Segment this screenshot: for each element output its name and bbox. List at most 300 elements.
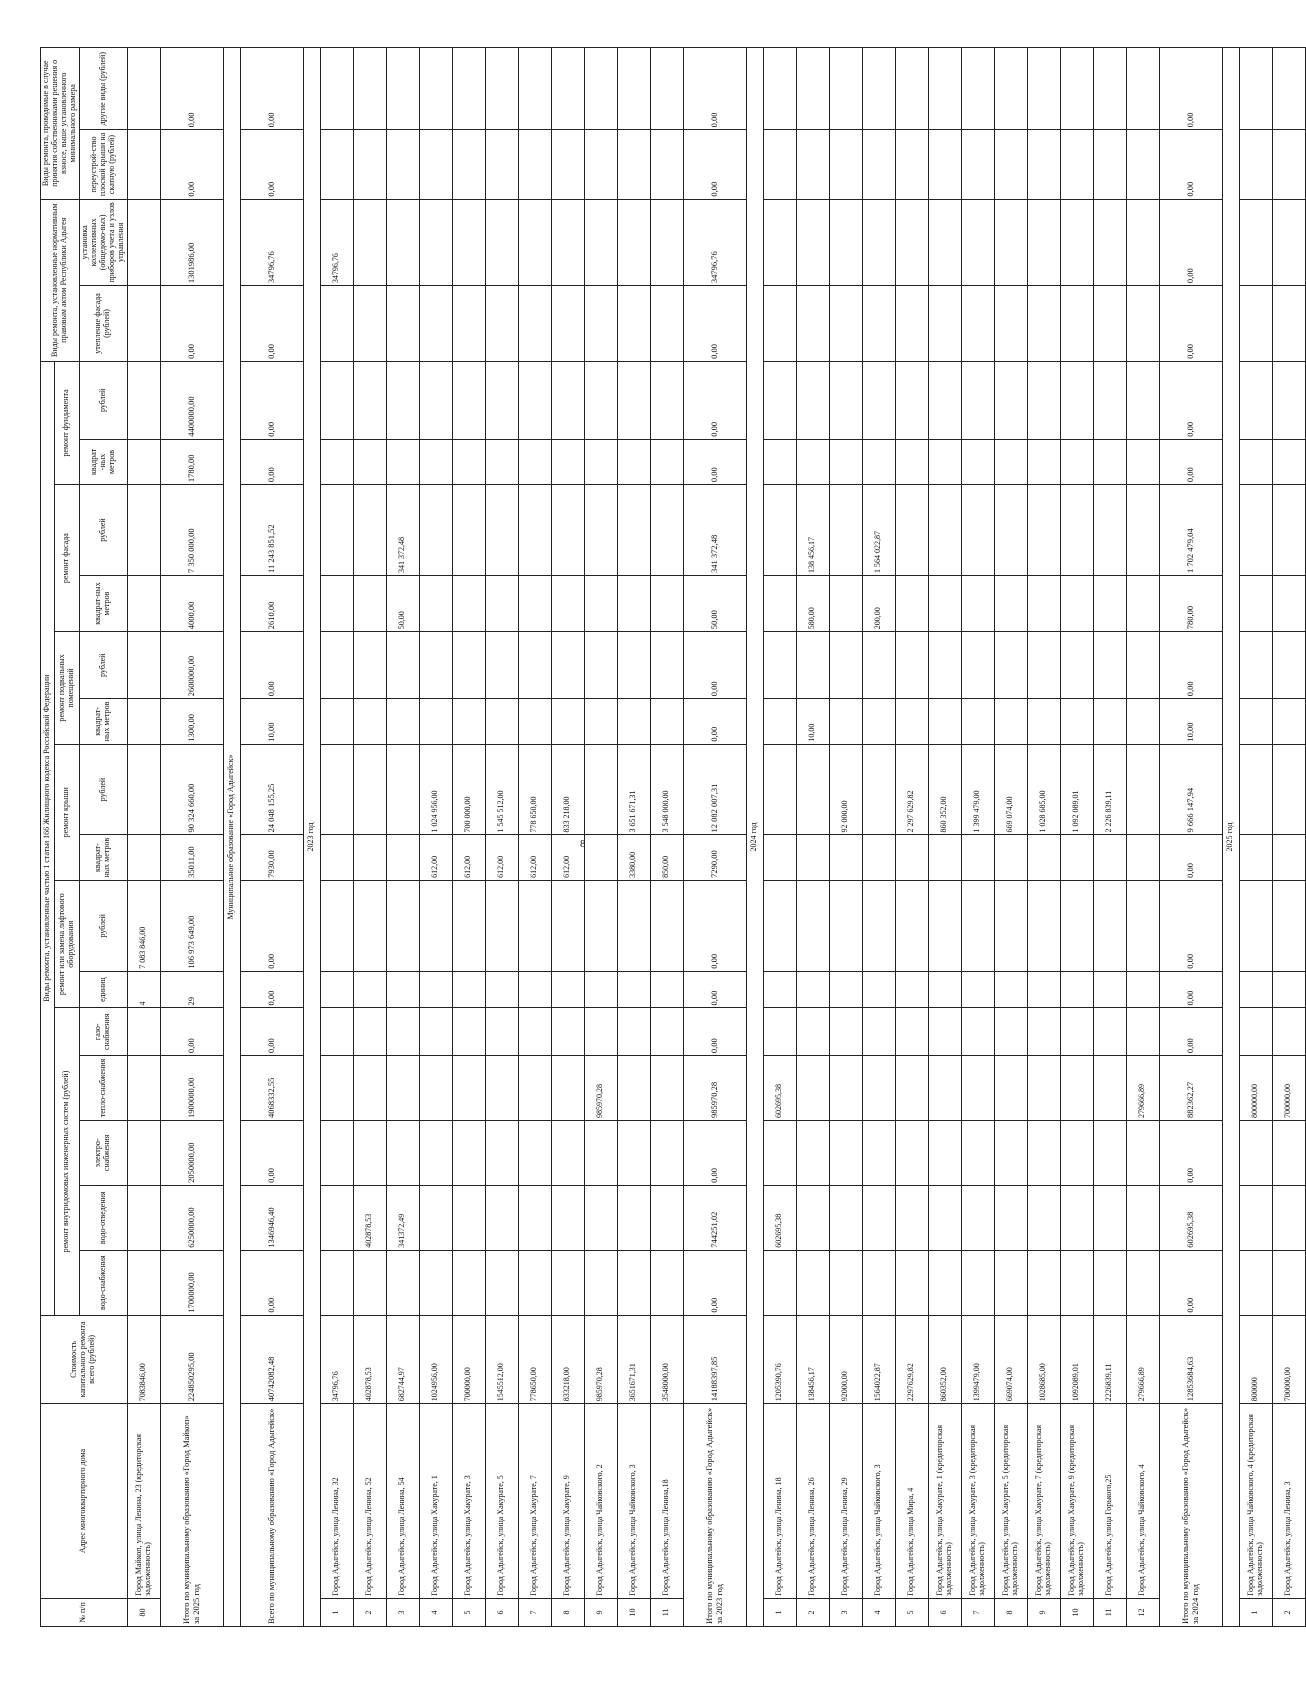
value-cell-fac-m bbox=[961, 575, 994, 631]
total-label: Итого по муниципальному образованию «Город Адыгейск» за 2023 год bbox=[683, 1404, 746, 1627]
value-cell-fnd-r bbox=[617, 361, 650, 439]
value-cell-fac-r: 1 702 479,04 bbox=[1159, 485, 1222, 576]
value-cell-ins bbox=[353, 286, 386, 362]
value-cell-roof-r: 700 000,00 bbox=[452, 744, 485, 835]
value-cell-base-m: 10,00 bbox=[1159, 699, 1222, 744]
value-cell-meter bbox=[1027, 199, 1060, 286]
value-cell-fac-m bbox=[1093, 575, 1126, 631]
value-cell-roof-r: 778 650,00 bbox=[518, 744, 551, 835]
value-cell-other: 0,00 bbox=[683, 48, 746, 130]
value-cell-water bbox=[551, 1250, 584, 1315]
value-cell-electric bbox=[763, 1120, 796, 1185]
value-cell-roof-m bbox=[829, 835, 862, 880]
value-cell-electric bbox=[320, 1120, 353, 1185]
value-cell-roof-m bbox=[386, 835, 419, 880]
value-cell-water bbox=[452, 1250, 485, 1315]
col-basement-sqm: квадрат-ных метров bbox=[79, 699, 127, 744]
value-cell-sewer bbox=[551, 1185, 584, 1250]
cost-cell: 778650,00 bbox=[518, 1315, 551, 1404]
value-cell-fnd-m bbox=[386, 439, 419, 484]
value-cell-water bbox=[862, 1250, 895, 1315]
address-cell: Город Адыгейск, улица Ленина,18 bbox=[650, 1404, 683, 1599]
value-cell-gas bbox=[1126, 1008, 1159, 1056]
value-cell-fac-r bbox=[928, 485, 961, 576]
value-cell-other bbox=[320, 48, 353, 130]
value-cell-lift-r bbox=[386, 880, 419, 971]
table-row bbox=[1060, 48, 1093, 1627]
value-cell-gas bbox=[1093, 1008, 1126, 1056]
value-cell-base-m bbox=[127, 699, 160, 744]
table-row bbox=[320, 48, 353, 1627]
value-cell-fac-m bbox=[1272, 575, 1305, 631]
row-number: 2 bbox=[796, 1598, 829, 1626]
value-cell-base-m bbox=[1272, 699, 1305, 744]
value-cell-gas bbox=[386, 1008, 419, 1056]
value-cell-pitch bbox=[650, 130, 683, 199]
repair-program-table bbox=[40, 47, 1306, 1627]
value-cell-roof-m: 3380,00 bbox=[617, 835, 650, 880]
value-cell-fac-m bbox=[127, 575, 160, 631]
value-cell-other bbox=[1060, 48, 1093, 130]
value-cell-water bbox=[961, 1250, 994, 1315]
value-cell-fnd-r bbox=[551, 361, 584, 439]
group-foundation: ремонт фундамента bbox=[55, 361, 80, 484]
cost-cell: 669074,00 bbox=[994, 1315, 1027, 1404]
value-cell-lift-r: 0,00 bbox=[240, 880, 303, 971]
value-cell-ins bbox=[386, 286, 419, 362]
value-cell-pitch bbox=[1093, 130, 1126, 199]
value-cell-water bbox=[1272, 1250, 1305, 1315]
table-row bbox=[1272, 48, 1305, 1627]
value-cell-electric: 0,00 bbox=[683, 1120, 746, 1185]
value-cell-meter bbox=[763, 199, 796, 286]
value-cell-base-m bbox=[386, 699, 419, 744]
value-cell-lift-u bbox=[617, 971, 650, 1008]
cost-cell: 34796,76 bbox=[320, 1315, 353, 1404]
value-cell-fac-r bbox=[994, 485, 1027, 576]
cost-cell: 1092089,01 bbox=[1060, 1315, 1093, 1404]
value-cell-pitch bbox=[127, 130, 160, 199]
value-cell-fnd-r bbox=[829, 361, 862, 439]
value-cell-lift-r bbox=[320, 880, 353, 971]
total-row bbox=[160, 48, 223, 1627]
value-cell-lift-u: 29 bbox=[160, 971, 223, 1008]
cost-cell: 682744,97 bbox=[386, 1315, 419, 1404]
value-cell-lift-r bbox=[796, 880, 829, 971]
value-cell-fnd-m bbox=[1272, 439, 1305, 484]
value-cell-base-m bbox=[1126, 699, 1159, 744]
value-cell-roof-m: 35011,00 bbox=[160, 835, 223, 880]
value-cell-electric bbox=[1126, 1120, 1159, 1185]
value-cell-electric bbox=[551, 1120, 584, 1185]
value-cell-lift-r bbox=[1027, 880, 1060, 971]
value-cell-base-m bbox=[320, 699, 353, 744]
value-cell-meter bbox=[829, 199, 862, 286]
value-cell-pitch bbox=[796, 130, 829, 199]
value-cell-heat: 800000,00 bbox=[1239, 1056, 1272, 1121]
total-row bbox=[240, 48, 303, 1627]
col-gas: газо-снабжения bbox=[79, 1008, 127, 1056]
value-cell-base-m: 1300,00 bbox=[160, 699, 223, 744]
row-number: 12 bbox=[1126, 1598, 1159, 1626]
value-cell-fac-r bbox=[1126, 485, 1159, 576]
value-cell-water bbox=[127, 1250, 160, 1315]
value-cell-lift-u bbox=[1272, 971, 1305, 1008]
value-cell-lift-u bbox=[419, 971, 452, 1008]
value-cell-ins: 0,00 bbox=[160, 286, 223, 362]
value-cell-other bbox=[1239, 48, 1272, 130]
value-cell-lift-r bbox=[928, 880, 961, 971]
value-cell-electric bbox=[127, 1120, 160, 1185]
value-cell-fac-m bbox=[895, 575, 928, 631]
value-cell-sewer bbox=[862, 1185, 895, 1250]
value-cell-fac-r: 11 243 851,52 bbox=[240, 485, 303, 576]
value-cell-lift-r bbox=[862, 880, 895, 971]
value-cell-base-r bbox=[419, 632, 452, 699]
value-cell-heat: 279666,89 bbox=[1126, 1056, 1159, 1121]
value-cell-ins bbox=[1060, 286, 1093, 362]
value-cell-other bbox=[551, 48, 584, 130]
value-cell-roof-m bbox=[928, 835, 961, 880]
value-cell-roof-r: 1 024 956,00 bbox=[419, 744, 452, 835]
value-cell-ins bbox=[961, 286, 994, 362]
value-cell-roof-m bbox=[763, 835, 796, 880]
table-row bbox=[961, 48, 994, 1627]
value-cell-base-m bbox=[617, 699, 650, 744]
value-cell-roof-m bbox=[1126, 835, 1159, 880]
col-electric: электро-снабжения bbox=[79, 1120, 127, 1185]
value-cell-roof-r: 2 297 629,82 bbox=[895, 744, 928, 835]
value-cell-lift-u bbox=[386, 971, 419, 1008]
value-cell-sewer bbox=[452, 1185, 485, 1250]
value-cell-gas bbox=[895, 1008, 928, 1056]
value-cell-ins bbox=[320, 286, 353, 362]
value-cell-water bbox=[650, 1250, 683, 1315]
value-cell-pitch bbox=[829, 130, 862, 199]
value-cell-fac-r bbox=[650, 485, 683, 576]
col-heat: тепло-снабжения bbox=[79, 1056, 127, 1121]
value-cell-heat: 4068332,55 bbox=[240, 1056, 303, 1121]
value-cell-fnd-r bbox=[650, 361, 683, 439]
value-cell-fnd-m bbox=[353, 439, 386, 484]
value-cell-meter bbox=[1272, 199, 1305, 286]
value-cell-base-m: 0,00 bbox=[683, 699, 746, 744]
row-number: 7 bbox=[518, 1598, 551, 1626]
value-cell-fac-r bbox=[1272, 485, 1305, 576]
value-cell-fnd-m bbox=[1027, 439, 1060, 484]
row-number: 9 bbox=[584, 1598, 617, 1626]
table-row bbox=[895, 48, 928, 1627]
value-cell-gas bbox=[485, 1008, 518, 1056]
value-cell-meter bbox=[1060, 199, 1093, 286]
value-cell-roof-m: 612,00 bbox=[419, 835, 452, 880]
table-row bbox=[994, 48, 1027, 1627]
value-cell-electric bbox=[961, 1120, 994, 1185]
value-cell-fac-m bbox=[1027, 575, 1060, 631]
cost-cell: 1028685,00 bbox=[1027, 1315, 1060, 1404]
address-cell: Город Адыгейск, улица Ленина, 52 bbox=[353, 1404, 386, 1599]
row-number: 6 bbox=[928, 1598, 961, 1626]
cost-cell: 12853684,63 bbox=[1159, 1315, 1222, 1404]
value-cell-fac-m bbox=[928, 575, 961, 631]
value-cell-base-m bbox=[650, 699, 683, 744]
value-cell-meter bbox=[862, 199, 895, 286]
value-cell-roof-r bbox=[320, 744, 353, 835]
value-cell-heat bbox=[353, 1056, 386, 1121]
value-cell-sewer bbox=[1272, 1185, 1305, 1250]
cost-cell: 279666,89 bbox=[1126, 1315, 1159, 1404]
value-cell-meter bbox=[994, 199, 1027, 286]
value-cell-other bbox=[650, 48, 683, 130]
table-row bbox=[617, 48, 650, 1627]
value-cell-meter bbox=[452, 199, 485, 286]
address-cell: Город Адыгейск, улица Ленина, 32 bbox=[320, 1404, 353, 1599]
row-number: 10 bbox=[1060, 1598, 1093, 1626]
cost-cell: 40742082,48 bbox=[240, 1315, 303, 1404]
col-foundation-rub: рублей bbox=[79, 361, 127, 439]
value-cell-lift-u: 0,00 bbox=[240, 971, 303, 1008]
col-insulation: утепление фасада (рублей) bbox=[79, 286, 127, 362]
value-cell-electric bbox=[1060, 1120, 1093, 1185]
value-cell-roof-m bbox=[961, 835, 994, 880]
address-cell: Город Адыгейск, улица Ленина, 54 bbox=[386, 1404, 419, 1599]
value-cell-lift-u bbox=[320, 971, 353, 1008]
value-cell-fac-m bbox=[829, 575, 862, 631]
col-basement-rub: рублей bbox=[79, 632, 127, 699]
value-cell-base-r bbox=[1272, 632, 1305, 699]
value-cell-meter bbox=[584, 199, 617, 286]
value-cell-base-r: 0,00 bbox=[240, 632, 303, 699]
value-cell-water bbox=[584, 1250, 617, 1315]
value-cell-roof-r: 9 666 147,94 bbox=[1159, 744, 1222, 835]
row-number: 11 bbox=[1093, 1598, 1126, 1626]
value-cell-base-m bbox=[551, 699, 584, 744]
value-cell-other bbox=[617, 48, 650, 130]
value-cell-fnd-r bbox=[127, 361, 160, 439]
section-heading-row bbox=[303, 48, 320, 1627]
value-cell-lift-u bbox=[353, 971, 386, 1008]
value-cell-pitch bbox=[353, 130, 386, 199]
value-cell-other: 0,00 bbox=[160, 48, 223, 130]
value-cell-base-m bbox=[1093, 699, 1126, 744]
value-cell-meter: 34796,76 bbox=[240, 199, 303, 286]
row-number: 5 bbox=[452, 1598, 485, 1626]
value-cell-gas bbox=[518, 1008, 551, 1056]
address-cell: Город Адыгейск, улица Чайковского, 2 bbox=[584, 1404, 617, 1599]
value-cell-electric bbox=[419, 1120, 452, 1185]
value-cell-lift-r bbox=[895, 880, 928, 971]
row-number: 3 bbox=[386, 1598, 419, 1626]
col-facade-sqm: квадрат-ных метров bbox=[79, 575, 127, 631]
value-cell-roof-m bbox=[1239, 835, 1272, 880]
value-cell-base-r bbox=[518, 632, 551, 699]
value-cell-pitch bbox=[895, 130, 928, 199]
value-cell-gas: 0,00 bbox=[683, 1008, 746, 1056]
value-cell-sewer bbox=[485, 1185, 518, 1250]
value-cell-lift-u bbox=[862, 971, 895, 1008]
value-cell-lift-r bbox=[551, 880, 584, 971]
value-cell-roof-r: 92 000,00 bbox=[829, 744, 862, 835]
value-cell-sewer bbox=[127, 1185, 160, 1250]
value-cell-electric bbox=[796, 1120, 829, 1185]
value-cell-lift-r bbox=[485, 880, 518, 971]
value-cell-meter bbox=[1239, 199, 1272, 286]
cost-cell: 92000,00 bbox=[829, 1315, 862, 1404]
value-cell-meter bbox=[485, 199, 518, 286]
value-cell-fac-m bbox=[617, 575, 650, 631]
cost-cell: 1564022,87 bbox=[862, 1315, 895, 1404]
value-cell-meter bbox=[551, 199, 584, 286]
value-cell-gas bbox=[862, 1008, 895, 1056]
section-title: 2023 год bbox=[303, 48, 320, 1627]
value-cell-heat: 882362,27 bbox=[1159, 1056, 1222, 1121]
value-cell-roof-r: 24 048 155,25 bbox=[240, 744, 303, 835]
value-cell-sewer bbox=[796, 1185, 829, 1250]
address-cell: Город Адыгейск, улица Хакурате, 3 (кредиторская задолженность) bbox=[961, 1404, 994, 1599]
value-cell-lift-u bbox=[1027, 971, 1060, 1008]
value-cell-fac-m bbox=[1060, 575, 1093, 631]
value-cell-heat bbox=[419, 1056, 452, 1121]
value-cell-base-m bbox=[928, 699, 961, 744]
value-cell-fac-m bbox=[650, 575, 683, 631]
value-cell-water bbox=[994, 1250, 1027, 1315]
value-cell-base-m bbox=[1027, 699, 1060, 744]
value-cell-gas bbox=[928, 1008, 961, 1056]
value-cell-base-r bbox=[796, 632, 829, 699]
value-cell-base-r bbox=[928, 632, 961, 699]
value-cell-water bbox=[895, 1250, 928, 1315]
value-cell-other bbox=[386, 48, 419, 130]
value-cell-heat bbox=[1060, 1056, 1093, 1121]
address-cell: Город Адыгейск, улица Хакурате, 1 (кредиторская задолженность) bbox=[928, 1404, 961, 1599]
value-cell-sewer: 6250000,00 bbox=[160, 1185, 223, 1250]
value-cell-base-r bbox=[650, 632, 683, 699]
cost-cell: 800000 bbox=[1239, 1315, 1272, 1404]
value-cell-pitch bbox=[485, 130, 518, 199]
value-cell-electric: 2050000,00 bbox=[160, 1120, 223, 1185]
value-cell-electric bbox=[895, 1120, 928, 1185]
value-cell-gas: 0,00 bbox=[1159, 1008, 1222, 1056]
cost-cell: 3651671,31 bbox=[617, 1315, 650, 1404]
value-cell-roof-m bbox=[796, 835, 829, 880]
table-header bbox=[41, 48, 128, 1627]
value-cell-ins bbox=[617, 286, 650, 362]
rotated-table-container bbox=[40, 47, 1293, 1627]
value-cell-water: 0,00 bbox=[240, 1250, 303, 1315]
value-cell-fac-r bbox=[353, 485, 386, 576]
col-lift-units: единиц bbox=[79, 971, 127, 1008]
value-cell-roof-m bbox=[353, 835, 386, 880]
value-cell-lift-u bbox=[796, 971, 829, 1008]
value-cell-fac-r bbox=[518, 485, 551, 576]
value-cell-fac-m: 2610,00 bbox=[240, 575, 303, 631]
value-cell-pitch bbox=[1272, 130, 1305, 199]
value-cell-lift-u: 4 bbox=[127, 971, 160, 1008]
value-cell-gas bbox=[1239, 1008, 1272, 1056]
table-row bbox=[485, 48, 518, 1627]
value-cell-roof-m bbox=[994, 835, 1027, 880]
value-cell-ins: 0,00 bbox=[240, 286, 303, 362]
value-cell-base-m bbox=[353, 699, 386, 744]
value-cell-fac-m bbox=[485, 575, 518, 631]
value-cell-sewer bbox=[994, 1185, 1027, 1250]
value-cell-base-m bbox=[1060, 699, 1093, 744]
col-roof-sqm: квадрат-ных метров bbox=[79, 835, 127, 880]
value-cell-heat bbox=[127, 1056, 160, 1121]
value-cell-fnd-r bbox=[584, 361, 617, 439]
value-cell-heat bbox=[452, 1056, 485, 1121]
value-cell-roof-m bbox=[1093, 835, 1126, 880]
value-cell-other bbox=[763, 48, 796, 130]
address-cell: Город Адыгейск, улица Хакурате, 7 bbox=[518, 1404, 551, 1599]
row-number: 3 bbox=[829, 1598, 862, 1626]
address-cell: Город Адыгейск, улица Хакурате, 9 (кредиторская задолженность) bbox=[1060, 1404, 1093, 1599]
value-cell-fac-r bbox=[1093, 485, 1126, 576]
value-cell-ins bbox=[419, 286, 452, 362]
page-number: 8 bbox=[580, 838, 586, 850]
value-cell-roof-r: 833 218,00 bbox=[551, 744, 584, 835]
value-cell-gas bbox=[452, 1008, 485, 1056]
total-row bbox=[1159, 48, 1222, 1627]
value-cell-base-m: 10,00 bbox=[240, 699, 303, 744]
value-cell-lift-u bbox=[994, 971, 1027, 1008]
section-title: 2024 год bbox=[746, 48, 763, 1627]
value-cell-meter: 1301986,00 bbox=[160, 199, 223, 286]
value-cell-other bbox=[1126, 48, 1159, 130]
table-row bbox=[928, 48, 961, 1627]
value-cell-fac-r bbox=[895, 485, 928, 576]
value-cell-fnd-r bbox=[419, 361, 452, 439]
value-cell-heat bbox=[961, 1056, 994, 1121]
value-cell-roof-m: 7290,00 bbox=[683, 835, 746, 880]
value-cell-water bbox=[1027, 1250, 1060, 1315]
table-row bbox=[1093, 48, 1126, 1627]
value-cell-water bbox=[386, 1250, 419, 1315]
value-cell-lift-u bbox=[961, 971, 994, 1008]
value-cell-other bbox=[796, 48, 829, 130]
value-cell-sewer bbox=[829, 1185, 862, 1250]
value-cell-pitch bbox=[419, 130, 452, 199]
value-cell-roof-r: 3 651 671,31 bbox=[617, 744, 650, 835]
cost-cell: 1545512,00 bbox=[485, 1315, 518, 1404]
value-cell-fnd-r bbox=[353, 361, 386, 439]
value-cell-base-r bbox=[961, 632, 994, 699]
value-cell-roof-m: 7930,00 bbox=[240, 835, 303, 880]
value-cell-other bbox=[584, 48, 617, 130]
value-cell-fac-r bbox=[584, 485, 617, 576]
value-cell-fac-m: 50,00 bbox=[683, 575, 746, 631]
value-cell-ins bbox=[650, 286, 683, 362]
value-cell-ins bbox=[1272, 286, 1305, 362]
value-cell-fnd-r bbox=[1126, 361, 1159, 439]
value-cell-base-r bbox=[353, 632, 386, 699]
address-cell: Город Адыгейск, улица Хакурате, 7 (кредиторская задолженность) bbox=[1027, 1404, 1060, 1599]
value-cell-other bbox=[1027, 48, 1060, 130]
row-number: 6 bbox=[485, 1598, 518, 1626]
col-pitched-roof: переустрой-ство плоской крыши на скатную (рублей) bbox=[79, 130, 127, 199]
value-cell-fac-m bbox=[1239, 575, 1272, 631]
value-cell-fnd-r: 0,00 bbox=[1159, 361, 1222, 439]
value-cell-water bbox=[763, 1250, 796, 1315]
col-foundation-sqm: квадрат -ных метров bbox=[79, 439, 127, 484]
total-label: Итого по муниципальному образованию «Город Адыгейск» за 2024 год bbox=[1159, 1404, 1222, 1627]
value-cell-gas bbox=[829, 1008, 862, 1056]
value-cell-fnd-m bbox=[551, 439, 584, 484]
value-cell-fnd-r bbox=[895, 361, 928, 439]
value-cell-roof-r bbox=[127, 744, 160, 835]
value-cell-ins: 0,00 bbox=[683, 286, 746, 362]
value-cell-lift-u bbox=[485, 971, 518, 1008]
